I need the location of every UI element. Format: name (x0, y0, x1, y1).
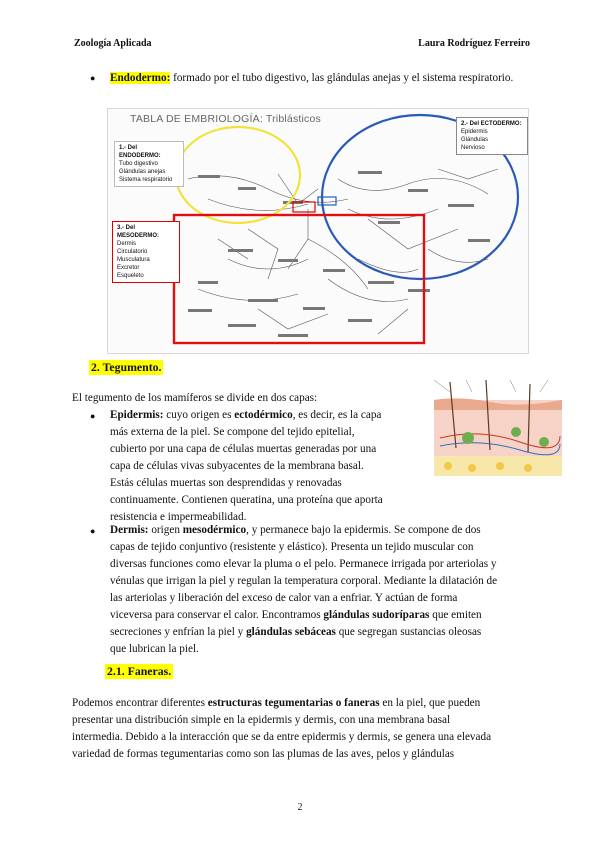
endoderm-label-title: 1.- Del ENDODERMO: (119, 145, 161, 159)
dermis-text: secreciones y enfrían la piel y (110, 626, 247, 638)
faneras-line: intermedia. Debido a la interacción que se da entre epidermis y dermis, se genera una elevada (72, 731, 492, 743)
ectoderm-label-title: 2.- Del ECTODERMO: (461, 121, 522, 127)
dermis-line: capas de tejido conjuntivo (resistente y elástico). Presenta un tejido muscular con (110, 541, 474, 553)
epidermis-origin: ectodérmico (234, 409, 293, 421)
faneras-paragraph (72, 695, 527, 763)
dermis-text: origen (148, 524, 183, 536)
epidermis-term: Epidermis: (110, 409, 164, 421)
dermis-line: que lubrican la piel. (110, 643, 199, 655)
endoderm-item: Tubo digestivo (119, 161, 158, 167)
mesoderm-item: Musculatura (117, 257, 150, 263)
bullet-icon: ● (90, 526, 96, 536)
mesoderm-item: Dermis (117, 241, 136, 247)
endoderm-item: Sistema respiratorio (119, 177, 173, 183)
dermis-origin: mesodérmico (182, 524, 247, 536)
section-heading-faneras: 2.1. Faneras. (107, 664, 172, 678)
ectoderm-item: Glándulas (461, 137, 489, 143)
dermis-text: viceversa para conservar el calor. Encontramos (110, 609, 324, 621)
skin-layers-illustration (420, 378, 580, 502)
faneras-text: Podemos encontrar diferentes (72, 697, 208, 709)
epidermis-line: cubierto por una capa de células muertas generadas por una (110, 443, 377, 455)
ectoderm-item: Nervioso (461, 145, 485, 151)
ectoderm-item: Epidermis (461, 129, 488, 135)
endodermo-term: Endodermo: (110, 72, 171, 84)
endodermo-paragraph (110, 70, 526, 87)
figure-title: TABLA DE EMBRIOLOGÍA: Triblásticos (130, 113, 321, 125)
epidermis-line: capa de células vivas subyacentes de la membrana basal. (110, 460, 364, 472)
epidermis-text: , es decir, es la capa (292, 409, 382, 421)
faneras-text: en la piel, que pueden (379, 697, 481, 709)
faneras-term: estructuras tegumentarias o faneras (207, 697, 380, 709)
epidermis-line: continuamente. Contienen queratina, una proteína que aporta (110, 494, 383, 506)
sebaceous-glands-term: glándulas sebáceas (246, 626, 336, 638)
mesoderm-item: Esqueleto (117, 273, 144, 279)
dermis-line: diversas funciones como elevar la pluma o el pelo. Permanece irrigada por arteriolas y (110, 558, 497, 570)
dermis-term: Dermis: (110, 524, 149, 536)
mesoderm-label-title: 3.- Del MESODERMO: (117, 225, 159, 239)
mesoderm-item: Excretor (117, 265, 140, 271)
epidermis-line: Estás células muertas son desprendidas y renovadas (110, 477, 342, 489)
page-number: 2 (297, 802, 303, 813)
dermis-paragraph (110, 522, 526, 658)
dermis-text: que segregan sustancias oleosas (335, 626, 482, 638)
endoderm-label-box (114, 141, 184, 187)
ectoderm-label-box (456, 117, 528, 155)
epidermis-paragraph (110, 407, 408, 526)
bullet-icon: ● (90, 411, 96, 421)
epidermis-line: resistencia e impermeabilidad. (110, 511, 247, 523)
header-author: Laura Rodríguez Ferreiro (418, 38, 530, 49)
tegumento-intro: El tegumento de los mamíferos se divide en dos capas: (72, 392, 318, 404)
epidermis-text: cuyo origen es (163, 409, 235, 421)
endodermo-text: formado por el tubo digestivo, las glándulas anejas y el sistema respiratorio. (170, 72, 514, 84)
mesoderm-label-box (112, 221, 180, 283)
embryology-table-figure (107, 108, 529, 354)
faneras-line: variedad de formas tegumentarias como son las plumas de las aves, pelos y glándulas (72, 748, 455, 760)
sweat-glands-term: glándulas sudoríparas (323, 609, 430, 621)
faneras-line: presentar una distribución simple en la epidermis y dermis, con una membrana basal (72, 714, 451, 726)
dermis-line: las arteriolas y liberación del exceso de calor van a enfriar. Y actúan de forma (110, 592, 458, 604)
epidermis-line: más externa de la piel. Se compone del tejido epitelial, (110, 426, 355, 438)
bullet-icon: ● (90, 73, 96, 83)
dermis-text: que emiten (429, 609, 482, 621)
dermis-line: vénulas que irrigan la piel y regulan la temperatura corporal. Mediante la dilatación de (110, 575, 498, 587)
mesoderm-item: Circulatorio (117, 249, 148, 255)
dermis-text: , y permanece bajo la epidermis. Se compone de dos (246, 524, 481, 536)
section-heading-tegumento: 2. Tegumento. (91, 360, 162, 374)
endoderm-item: Glándulas anejas (119, 169, 166, 175)
header-course-title: Zoología Aplicada (74, 38, 152, 49)
